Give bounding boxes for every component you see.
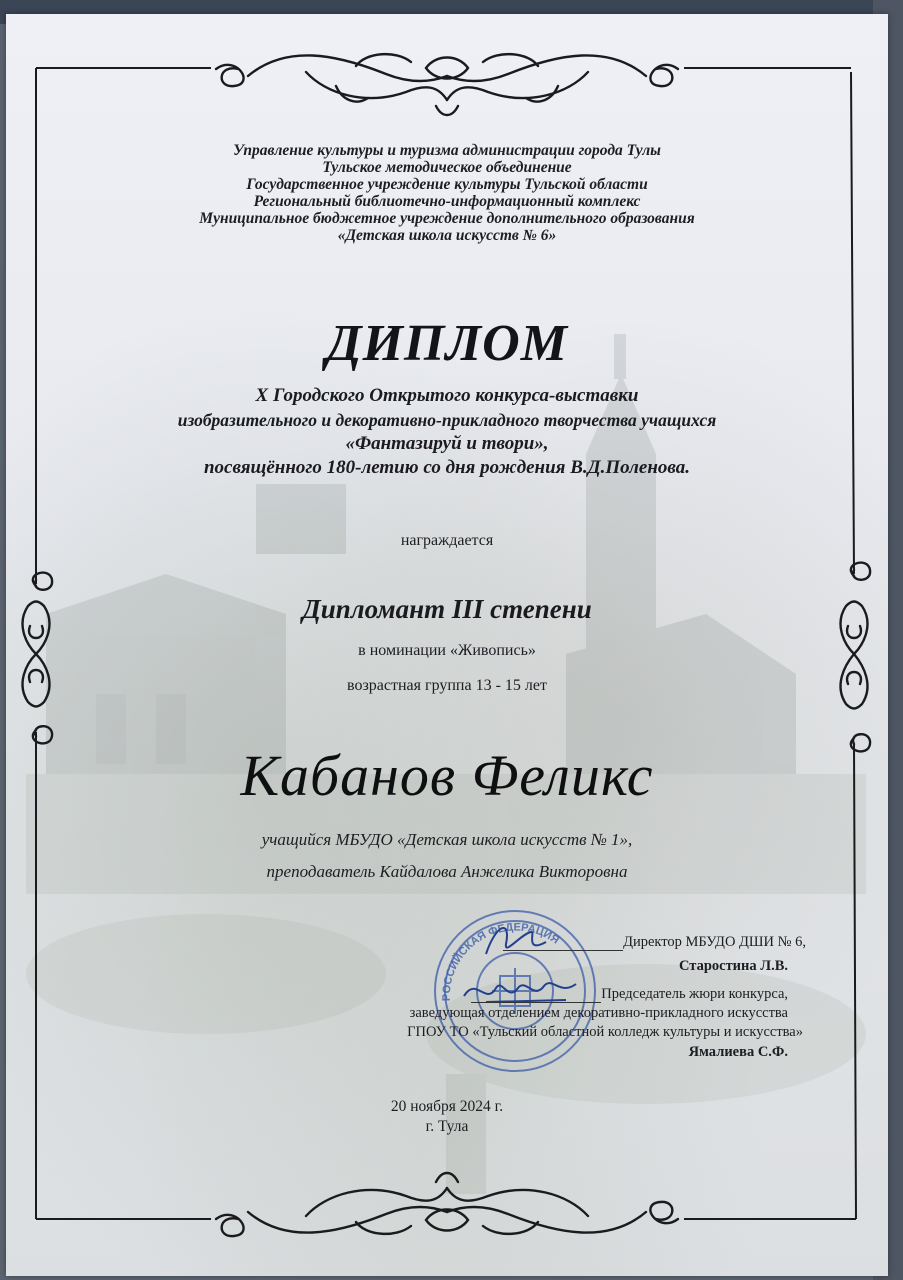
- contest-line: посвящённого 180-летию со дня рождения В.Д.Поленова.: [203, 457, 691, 478]
- diploma-sheet: [6, 14, 888, 1276]
- stamp-text: РОССИЙСКАЯ ФЕДЕРАЦИЯ: [440, 921, 562, 1002]
- award-degree: Дипломант III степени: [302, 594, 592, 624]
- jury-department: заведующая отделением декоративно-прикладного искусства: [409, 1005, 788, 1021]
- jury-signature-block: [426, 986, 788, 1003]
- jury-name: Ямалиева С.Ф.: [688, 1044, 788, 1060]
- director-title: Директор МБУДО ДШИ № 6,: [623, 934, 806, 950]
- recipient-name: Кабанов Феликс: [240, 743, 654, 808]
- issue-city: г. Тула: [425, 1118, 469, 1135]
- contest-line: X Городского Открытого конкурса-выставки: [255, 385, 639, 406]
- issue-date: 20 ноября 2024 г.: [390, 1098, 504, 1115]
- org-line: «Детская школа искусств № 6»: [337, 227, 557, 244]
- jury-title: Председатель жюри конкурса,: [601, 986, 788, 1002]
- bottom-flourish: [216, 1173, 678, 1236]
- contest-line: изобразительного и декоративно-прикладного творчества учащихся: [177, 410, 717, 430]
- signature-line: [503, 950, 623, 951]
- signature-line: [471, 1002, 601, 1003]
- student-school: учащийся МБУДО «Детская школа искусств № 1»,: [261, 830, 633, 849]
- top-flourish: [216, 54, 678, 115]
- contest-name: «Фантазируй и твори»,: [345, 433, 549, 454]
- org-line: Государственное учреждение культуры Тульской области: [246, 176, 648, 193]
- diploma-title: ДИПЛОМ: [326, 315, 568, 372]
- awarded-label: награждается: [400, 532, 494, 549]
- org-line: Тульское методическое объединение: [322, 159, 572, 176]
- jury-college: ГПОУ ТО «Тульский областной колледж культуры и искусства»: [407, 1024, 803, 1040]
- org-line: Региональный библиотечно-информационный комплекс: [253, 193, 641, 210]
- org-line: Муниципальное бюджетное учреждение дополнительного образования: [199, 210, 695, 227]
- director-signature-block: [426, 934, 806, 951]
- teacher-name: преподаватель Кайдалова Анжелика Викторовна: [266, 862, 628, 881]
- contest-description: [6, 384, 888, 480]
- org-line: Управление культуры и туризма администрации города Тулы: [233, 142, 661, 159]
- age-group: возрастная группа 13 - 15 лет: [347, 677, 547, 694]
- issuing-organizations: [6, 142, 888, 244]
- nomination: в номинации «Живопись»: [358, 642, 536, 659]
- director-name: Старостина Л.В.: [678, 958, 788, 974]
